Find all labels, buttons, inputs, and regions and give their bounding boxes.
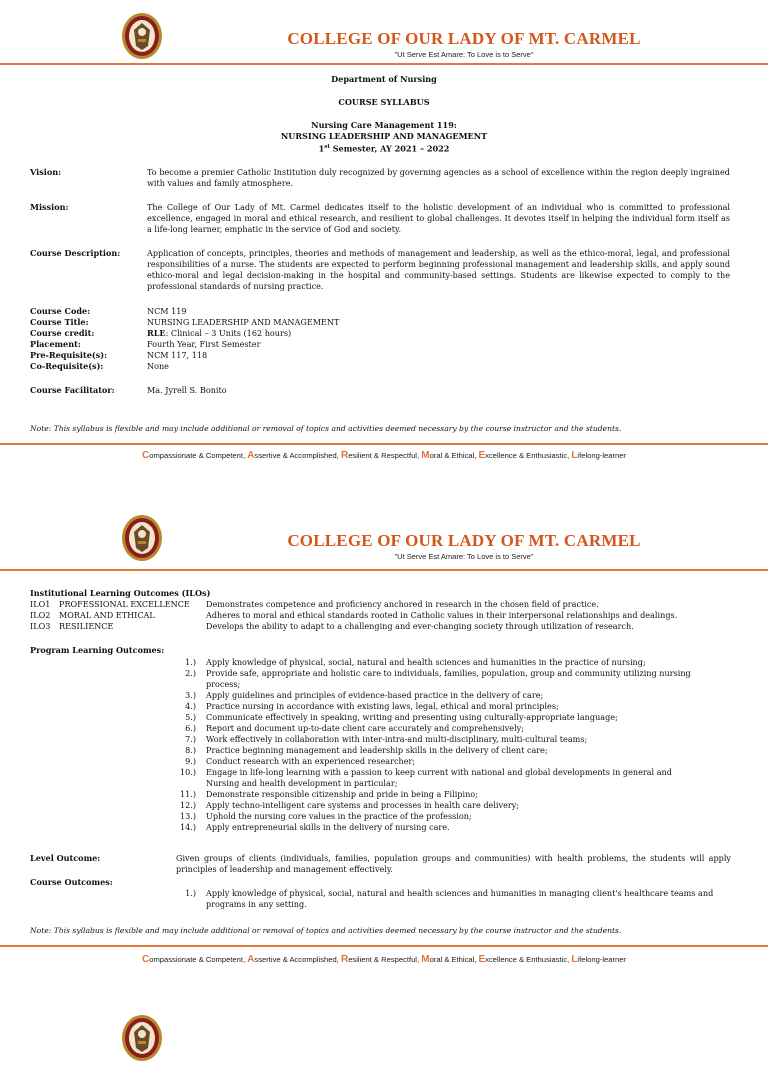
syllabus-note: Note: This syllabus is flexible and may include additional or removal of topics and activities deemed necessary by the course instructor and the students. bbox=[30, 926, 622, 935]
footer-rule bbox=[0, 945, 768, 947]
course-title-label: Course Title: bbox=[30, 317, 89, 327]
course-outcomes-heading: Course Outcomes: bbox=[30, 877, 113, 887]
ilo-name: MORAL AND ETHICAL bbox=[59, 610, 155, 620]
ilo-code: ILO1 bbox=[30, 599, 51, 609]
ilo-name: PROFESSIONAL EXCELLENCE bbox=[59, 599, 190, 609]
corequisite-value: None bbox=[147, 361, 169, 371]
department-title: Department of Nursing bbox=[331, 74, 437, 84]
plo-number: 5.) bbox=[185, 712, 196, 722]
core-value-text: ompassionate & Competent, bbox=[149, 955, 248, 964]
plo-text: Demonstrate responsible citizenship and pride in being a Filipino; bbox=[206, 789, 478, 799]
syllabus-note: Note: This syllabus is flexible and may include additional or removal of topics and activities deemed necessary by the course instructor and the students. bbox=[30, 424, 622, 433]
placement-value: Fourth Year, First Semester bbox=[147, 339, 261, 349]
plo-text: Apply techno-intelligent care systems and processes in health care delivery; bbox=[206, 800, 520, 810]
plo-number: 11.) bbox=[179, 789, 196, 799]
plo-number: 7.) bbox=[185, 734, 196, 744]
course-credit-value: RLE: Clinical – 3 Units (162 hours) bbox=[147, 328, 292, 338]
course-description-label: Course Description: bbox=[30, 248, 121, 258]
level-outcome-text: Given groups of clients (individuals, families, population groups and communities) with health problems, the students will apply principles of leadership and management effectively. bbox=[176, 853, 731, 874]
college-seal-logo bbox=[121, 1014, 163, 1062]
core-value-initial: A bbox=[247, 954, 255, 965]
ilo-code: ILO3 bbox=[30, 621, 51, 631]
plo-text: Provide safe, appropriate and holistic care to individuals, families, population, group and community utilizing nursing bbox=[206, 668, 691, 678]
vision-label: Vision: bbox=[30, 167, 62, 177]
core-value-text: xcellence & Enthusiastic, bbox=[485, 451, 572, 460]
mission-label: Mission: bbox=[30, 202, 69, 212]
course-number-line: Nursing Care Management 119: bbox=[311, 120, 457, 130]
core-value-text: ssertive & Accomplished, bbox=[254, 451, 341, 460]
core-value-text: oral & Ethical, bbox=[429, 451, 479, 460]
plo-number: 2.) bbox=[185, 668, 196, 678]
plo-number: 1.) bbox=[185, 657, 196, 667]
core-value-text: oral & Ethical, bbox=[429, 955, 479, 964]
core-values-footer bbox=[0, 450, 768, 461]
plo-text: Nursing and health development in particular; bbox=[206, 778, 398, 788]
page-header bbox=[0, 0, 768, 62]
ilo-text: Demonstrates competence and proficiency anchored in research in the chosen field of practice. bbox=[206, 599, 599, 609]
ilo-code: ILO2 bbox=[30, 610, 51, 620]
college-motto: "Ut Serve Est Amare: To Love is to Serve" bbox=[394, 50, 534, 59]
core-value-initial: R bbox=[340, 450, 349, 461]
core-value-initial: A bbox=[247, 450, 255, 461]
facilitator-name: Ma. Jyrell S. Bonito bbox=[147, 385, 227, 395]
core-value-initial: M bbox=[421, 450, 430, 461]
core-value-text: esilient & Respectful, bbox=[348, 451, 422, 460]
plo-text: process; bbox=[206, 679, 241, 689]
plo-number: 12.) bbox=[179, 800, 196, 810]
plo-text: Apply entrepreneurial skills in the delivery of nursing care. bbox=[206, 822, 450, 832]
course-code-value: NCM 119 bbox=[147, 306, 187, 316]
header-rule bbox=[0, 63, 768, 65]
core-value-initial: L bbox=[571, 450, 578, 461]
plo-number: 6.) bbox=[185, 723, 196, 733]
ilo-text: Adheres to moral and ethical standards rooted in Catholic values in their interpersonal relationships and dealings. bbox=[206, 610, 678, 620]
college-seal-logo bbox=[121, 12, 163, 60]
level-outcome-label: Level Outcome: bbox=[30, 853, 101, 863]
course-description-text: Application of concepts, principles, theories and methods of management and leadership, as well as the ethico-moral, legal, and professional responsibilities of a nurse. The students are expected to perform beginning professional management and leadership skills, and apply sound ethico-moral and legal decision-making in the hospital and community-based settings. Students are likewise expected to comply to the professional standards of nursing practice. bbox=[147, 248, 730, 291]
core-value-initial: C bbox=[142, 450, 150, 461]
plo-text: Report and document up-to-date client care accurately and comprehensively; bbox=[206, 723, 524, 733]
semester-line: 1st Semester, AY 2021 – 2022 bbox=[318, 143, 450, 154]
core-value-text: ssertive & Accomplished, bbox=[254, 955, 341, 964]
syllabus-page-1 bbox=[0, 0, 768, 461]
ilo-heading: Institutional Learning Outcomes (ILOs) bbox=[30, 588, 211, 598]
plo-text: Apply knowledge of physical, social, natural and health sciences and humanities in the practice of nursing; bbox=[206, 657, 646, 667]
plo-number: 14.) bbox=[179, 822, 196, 832]
course-title-value: NURSING LEADERSHIP AND MANAGEMENT bbox=[147, 317, 340, 327]
header-rule bbox=[0, 569, 768, 571]
plo-text: Engage in life-long learning with a passion to keep current with national and global developments in general and bbox=[206, 767, 672, 777]
footer-rule bbox=[0, 443, 768, 445]
core-value-initial: E bbox=[478, 450, 486, 461]
document-type: COURSE SYLLABUS bbox=[338, 97, 430, 107]
course-code-label: Course Code: bbox=[30, 306, 91, 316]
course-outcome-text: Apply knowledge of physical, social, natural and health sciences and humanities in managing client's healthcare teams and programs in any setting. bbox=[206, 888, 714, 909]
core-value-text: esilient & Respectful, bbox=[348, 955, 422, 964]
corequisite-label: Co-Requisite(s): bbox=[30, 361, 104, 371]
mission-text: The College of Our Lady of Mt. Carmel dedicates itself to the holistic development of an individual who is committed to professional excellence, engaged in moral and ethical research, and resilient to global challenges. It devotes itself in helping the individual form itself as a life-long learner, emphatic in the service of God and society. bbox=[147, 202, 730, 234]
page-header bbox=[0, 502, 768, 564]
college-motto: "Ut Serve Est Amare: To Love is to Serve" bbox=[394, 552, 534, 561]
core-value-initial: L bbox=[571, 954, 578, 965]
placement-label: Placement: bbox=[30, 339, 81, 349]
plo-heading: Program Learning Outcomes: bbox=[30, 645, 165, 655]
core-values-footer bbox=[0, 954, 768, 965]
core-value-initial: E bbox=[478, 954, 486, 965]
facilitator-label: Course Facilitator: bbox=[30, 385, 115, 395]
ilo-text: Develops the ability to adapt to a challenging and ever-changing society through utilization of research. bbox=[206, 621, 634, 631]
plo-number: 13.) bbox=[179, 811, 196, 821]
prerequisite-label: Pre-Requisite(s): bbox=[30, 350, 108, 360]
plo-number: 10.) bbox=[179, 767, 196, 777]
plo-text: Uphold the nursing core values in the practice of the profession; bbox=[206, 811, 472, 821]
core-value-initial: R bbox=[340, 954, 349, 965]
core-value-text: xcellence & Enthusiastic, bbox=[485, 955, 572, 964]
plo-text: Conduct research with an experienced researcher; bbox=[206, 756, 416, 766]
vision-text: To become a premier Catholic Institution duly recognized by governing agencies as a school of excellence within the region deeply ingrained with values and family atmosphere. bbox=[147, 167, 730, 188]
plo-text: Apply guidelines and principles of evidence-based practice in the delivery of care; bbox=[206, 690, 544, 700]
core-value-text: ifelong-learner bbox=[577, 955, 626, 964]
plo-text: Practice nursing in accordance with existing laws, legal, ethical and moral principles; bbox=[206, 701, 559, 711]
plo-text: Practice beginning management and leadership skills in the delivery of client care; bbox=[206, 745, 548, 755]
course-name-line: NURSING LEADERSHIP AND MANAGEMENT bbox=[280, 131, 488, 141]
core-value-initial: M bbox=[421, 954, 430, 965]
college-name: COLLEGE OF OUR LADY OF MT. CARMEL bbox=[287, 29, 641, 48]
plo-text: Communicate effectively in speaking, writing and presenting using culturally-appropriate language; bbox=[206, 712, 618, 722]
core-value-text: ifelong-learner bbox=[577, 451, 626, 460]
prerequisite-value: NCM 117, 118 bbox=[147, 350, 208, 360]
core-value-text: ompassionate & Competent, bbox=[149, 451, 248, 460]
plo-number: 3.) bbox=[185, 690, 196, 700]
syllabus-page-2 bbox=[0, 502, 768, 965]
core-value-initial: C bbox=[142, 954, 150, 965]
plo-number: 9.) bbox=[185, 756, 196, 766]
plo-text: Work effectively in collaboration with inter-intra-and multi-disciplinary, multi-cultural teams; bbox=[206, 734, 588, 744]
ilo-name: RESILIENCE bbox=[59, 621, 114, 631]
college-name: COLLEGE OF OUR LADY OF MT. CARMEL bbox=[287, 531, 641, 550]
college-seal-logo bbox=[121, 514, 163, 562]
plo-number: 4.) bbox=[185, 701, 196, 711]
course-credit-label: Course credit: bbox=[30, 328, 95, 338]
plo-number: 8.) bbox=[185, 745, 196, 755]
course-outcome-number: 1.) bbox=[185, 888, 196, 898]
